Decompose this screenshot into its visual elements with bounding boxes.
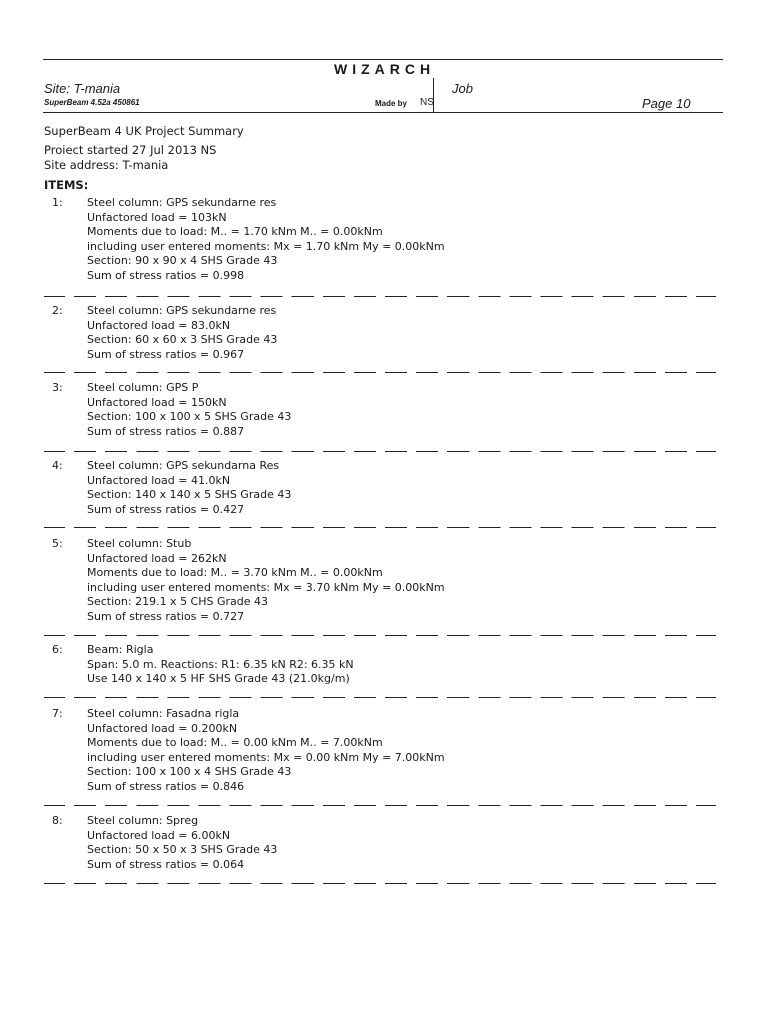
software-version: SuperBeam 4.52a 450861 <box>44 98 140 107</box>
item-line: Steel column: GPS sekundarne res <box>87 304 277 317</box>
made-by-value: NS <box>420 97 434 108</box>
item-separator <box>44 635 716 636</box>
item-line: Sum of stress ratios = 0.846 <box>87 780 245 793</box>
item-separator <box>44 697 716 698</box>
item-number: 7: <box>52 707 63 720</box>
item-line: Unfactored load = 150kN <box>87 395 227 409</box>
item-line: including user entered moments: Mx = 0.00 kNm My = 7.00kNm <box>87 750 445 764</box>
header-top-rule <box>43 59 723 60</box>
item-line: Sum of stress ratios = 0.967 <box>87 347 245 361</box>
project-started: Proiect started 27 Jul 2013 NS <box>44 143 217 157</box>
item-line: Moments due to load: M.. = 3.70 kNm M.. = 0.00kNm <box>87 566 383 580</box>
item-line: Unfactored load = 83.0kN <box>87 318 231 332</box>
item-line: Unfactored load = 6.00kN <box>87 828 231 842</box>
item-number: 2: <box>52 304 63 317</box>
item-line: Section: 100 x 100 x 4 SHS Grade 43 <box>87 765 292 779</box>
item-separator <box>44 372 716 373</box>
item-line: Steel column: GPS sekundarna Res <box>87 459 280 472</box>
item-line: Section: 90 x 90 x 4 SHS Grade 43 <box>87 254 278 268</box>
item-line: Beam: Rigla <box>87 643 154 656</box>
made-by-label: Made by <box>375 99 408 108</box>
item-line: Section: 100 x 100 x 5 SHS Grade 43 <box>87 410 292 424</box>
item-separator <box>44 883 716 884</box>
item-line: Sum of stress ratios = 0.998 <box>87 269 245 282</box>
item-line: Span: 5.0 m. Reactions: R1: 6.35 kN R2: 6.35 kN <box>87 657 354 671</box>
item-number: 3: <box>52 381 63 394</box>
item-separator <box>44 805 716 806</box>
item-line: Section: 50 x 50 x 3 SHS Grade 43 <box>87 843 278 857</box>
item-number: 4: <box>52 459 63 472</box>
item-separator <box>44 451 716 452</box>
company-brand: WIZARCH <box>334 61 436 77</box>
item-line: Steel column: GPS sekundarne res <box>87 196 277 209</box>
item-line: Moments due to load: M.. = 1.70 kNm M.. = 0.00kNm <box>87 225 383 239</box>
item-line: Steel column: Fasadna rigla <box>87 707 240 720</box>
item-line: Sum of stress ratios = 0.064 <box>87 857 245 871</box>
item-number: 8: <box>52 814 63 827</box>
item-line: Unfactored load = 103kN <box>87 210 227 224</box>
job-label: Job <box>452 81 473 96</box>
site-name: Site: T-mania <box>44 81 121 96</box>
item-line: Use 140 x 140 x 5 HF SHS Grade 43 (21.0kg/m) <box>87 672 350 686</box>
item-separator <box>44 296 716 297</box>
item-line: Unfactored load = 0.200kN <box>87 721 238 735</box>
item-line: Unfactored load = 41.0kN <box>87 473 231 487</box>
item-line: Steel column: Stub <box>87 537 192 550</box>
header-bottom-rule <box>43 112 723 113</box>
item-line: Sum of stress ratios = 0.887 <box>87 424 245 438</box>
item-number: 1: <box>52 196 63 209</box>
item-number: 6: <box>52 643 63 656</box>
item-line: Sum of stress ratios = 0.727 <box>87 610 245 623</box>
item-line: Moments due to load: M.. = 0.00 kNm M.. = 7.00kNm <box>87 736 383 750</box>
items-heading: ITEMS: <box>44 178 89 192</box>
item-line: Sum of stress ratios = 0.427 <box>87 502 245 516</box>
item-line: Section: 219.1 x 5 CHS Grade 43 <box>87 595 269 609</box>
item-line: Section: 60 x 60 x 3 SHS Grade 43 <box>87 333 278 347</box>
item-line: Section: 140 x 140 x 5 SHS Grade 43 <box>87 488 292 502</box>
item-separator <box>44 527 716 528</box>
item-line: Steel column: Spreg <box>87 814 199 827</box>
item-line: Steel column: GPS P <box>87 381 199 394</box>
item-line: including user entered moments: Mx = 1.70 kNm My = 0.00kNm <box>87 239 445 253</box>
project-summary-title: SuperBeam 4 UK Project Summary <box>44 124 244 138</box>
site-address: Site address: T-mania <box>44 158 169 172</box>
item-line: Unfactored load = 262kN <box>87 551 227 565</box>
item-number: 5: <box>52 537 63 550</box>
page-number: Page 10 <box>642 96 691 111</box>
item-line: including user entered moments: Mx = 3.70 kNm My = 0.00kNm <box>87 580 445 594</box>
